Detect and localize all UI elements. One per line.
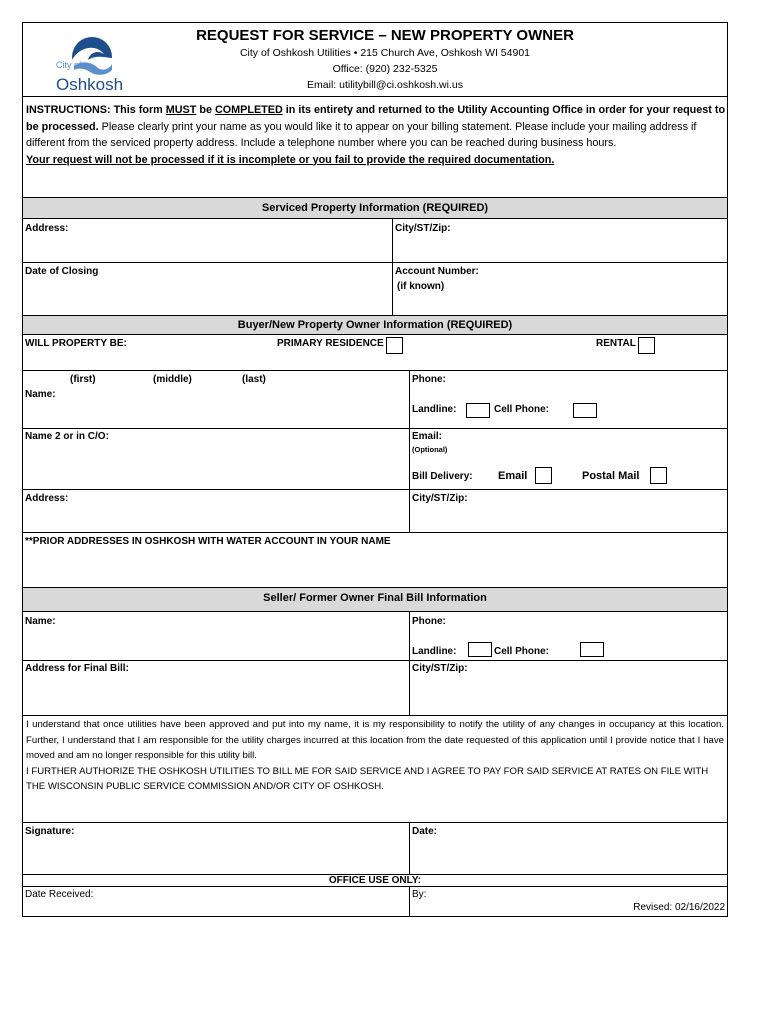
- instructions-lead: INSTRUCTIONS: This form: [26, 104, 166, 116]
- instructions-warning: Your request will not be processed if it is incomplete or you fail to provide the required documentation.: [26, 153, 555, 166]
- revised-date: Revised: 02/16/2022: [633, 902, 725, 913]
- rental-label: RENTAL: [596, 338, 636, 349]
- rental-checkbox[interactable]: [638, 337, 655, 354]
- serviced-address-label: Address:: [25, 223, 69, 234]
- seller-cell-checkbox[interactable]: [580, 642, 604, 657]
- buyer-phone-label: Phone:: [412, 374, 446, 385]
- postal-mail-checkbox[interactable]: [650, 467, 667, 484]
- serviced-property-heading: Serviced Property Information (REQUIRED): [23, 198, 727, 218]
- authorization-statement: [26, 717, 724, 795]
- prior-addresses-label: **PRIOR ADDRESSES IN OSHKOSH WITH WATER ACCOUNT IN YOUR NAME: [25, 536, 391, 547]
- date-label: Date:: [412, 826, 438, 837]
- page-title: REQUEST FOR SERVICE – NEW PROPERTY OWNER: [196, 27, 574, 44]
- buyer-cell-checkbox[interactable]: [573, 403, 597, 418]
- instructions: [26, 102, 726, 168]
- name2-label: Name 2 or in C/O:: [25, 431, 109, 442]
- buyer-email-label: Email:: [412, 431, 443, 442]
- header-email: Email: utilitybill@ci.oshkosh.wi.us: [307, 79, 463, 91]
- seller-heading: Seller/ Former Owner Final Bill Information: [23, 588, 727, 611]
- primary-residence-checkbox[interactable]: [386, 337, 403, 354]
- logo-name-text: Oshkosh: [56, 75, 124, 94]
- primary-residence-label: PRIMARY RESIDENCE: [277, 338, 384, 349]
- buyer-cell-label: Cell Phone:: [494, 404, 550, 415]
- seller-city-label: City/ST/Zip:: [412, 663, 468, 674]
- seller-name-label: Name:: [25, 616, 56, 627]
- buyer-landline-checkbox[interactable]: [466, 403, 490, 418]
- buyer-landline-label: Landline:: [412, 404, 457, 415]
- account-number-label: Account Number:: [395, 266, 479, 277]
- header-office: Office: (920) 232-5325: [332, 63, 438, 75]
- buyer-heading: Buyer/New Property Owner Information (REQUIRED): [23, 316, 727, 334]
- middle-name-label: (middle): [153, 374, 192, 385]
- header-address: City of Oshkosh Utilities • 215 Church Ave, Oshkosh WI 54901: [239, 47, 531, 59]
- seller-cell-label: Cell Phone:: [494, 646, 550, 657]
- by-label: By:: [412, 889, 427, 900]
- bill-email-label: Email: [498, 470, 528, 482]
- date-closing-label: Date of Closing: [25, 266, 99, 277]
- bill-email-checkbox[interactable]: [535, 467, 552, 484]
- instructions-body: Please clearly print your name as you would like it to appear on your billing statement. Please include your mailing address if different from the serviced property address. Include a telephone number where you can be reached during business hours.: [26, 120, 697, 149]
- will-property-be-label: WILL PROPERTY BE:: [25, 338, 127, 349]
- instructions-must: MUST: [165, 104, 197, 116]
- office-use-heading: OFFICE USE ONLY:: [328, 875, 422, 886]
- buyer-address-label: Address:: [25, 493, 69, 504]
- date-received-label: Date Received:: [25, 889, 94, 900]
- instructions-processed: in its entirety and returned to the Utility Accounting Office in order for your request to be processed.: [26, 104, 726, 133]
- seller-landline-label: Landline:: [412, 646, 457, 657]
- buyer-name-label: Name:: [25, 389, 56, 400]
- instructions-completed: COMPLETED: [214, 104, 283, 116]
- seller-phone-label: Phone:: [412, 616, 446, 627]
- seller-landline-checkbox[interactable]: [468, 642, 492, 657]
- last-name-label: (last): [242, 374, 266, 385]
- first-name-label: (first): [70, 374, 96, 385]
- responsibility-paragraph: I understand that once utilities have been approved and put into my name, it is my responsibility to notify the utility of any changes in occupancy at this location. Further, I understand that I am responsible for the utility charges incurred at this location from the date requested of this application until I provide notice that I have moved and am no longer responsible for this utility bill.: [26, 719, 724, 761]
- signature-label: Signature:: [25, 826, 75, 837]
- buyer-city-label: City/ST/Zip:: [412, 493, 468, 504]
- email-optional-label: (Optional): [412, 445, 448, 454]
- postal-mail-label: Postal Mail: [582, 470, 640, 482]
- logo-city-text: City of: [56, 60, 82, 70]
- if-known-label: (if known): [397, 281, 445, 292]
- instructions-be: be: [196, 104, 215, 116]
- authorization-paragraph: I FURTHER AUTHORIZE THE OSHKOSH UTILITIES TO BILL ME FOR SAID SERVICE AND I AGREE TO PAY FOR SAID SERVICE AT RATES ON FILE WITH THE WISCONSIN PUBLIC SERVICE COMMISSION AND/OR CITY OF OSHKOSH.: [26, 765, 709, 792]
- final-bill-address-label: Address for Final Bill:: [25, 663, 129, 674]
- serviced-city-label: City/ST/Zip:: [395, 223, 451, 234]
- bill-delivery-label: Bill Delivery:: [412, 471, 473, 482]
